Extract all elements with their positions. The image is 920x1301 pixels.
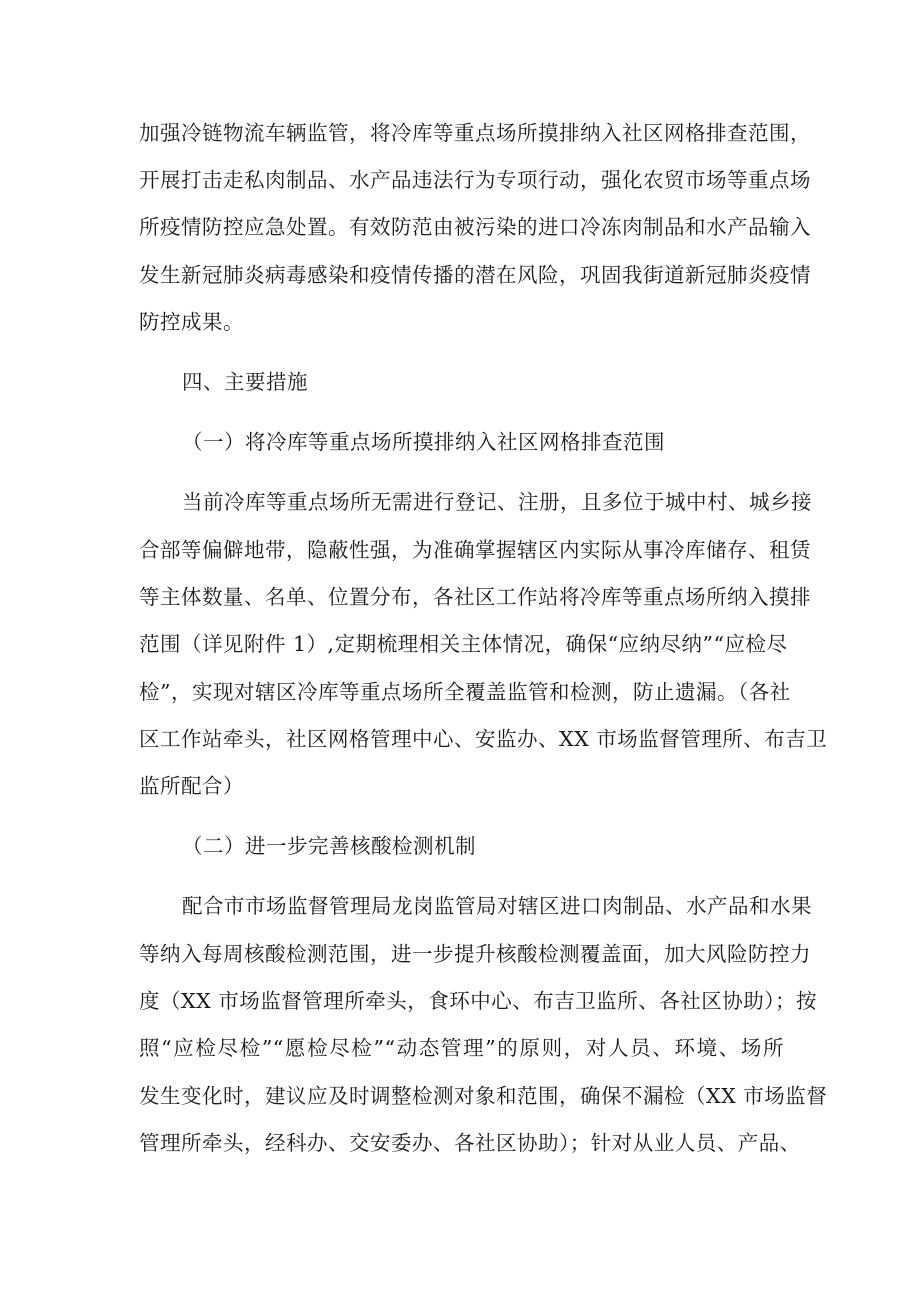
subsection-2-line: 照“应检尽检”“愿检尽检”“动态管理”的原则，对人员、环境、场所 xyxy=(139,1036,784,1060)
paragraph-1-line: 开展打击走私肉制品、水产品违法行为专项行动，强化农贸市场等重点场 xyxy=(139,168,811,192)
subsection-1-line: 检”，实现对辖区冷库等重点场所全覆盖监管和检测，防止遗漏。（各社 xyxy=(139,680,791,704)
subsection-2-line: 管理所牵头，经科办、交安委办、各社区协助）；针对从业人员、产品、 xyxy=(139,1131,801,1155)
subsection-2-line: 配合市市场监督管理局龙岗监管局对辖区进口肉制品、水产品和水果 xyxy=(182,894,812,918)
subsection-1-line: 等主体数量、名单、位置分布，各社区工作站将冷库等重点场所纳入摸排 xyxy=(139,585,811,609)
subsection-1-line: 区工作站牵头，社区网格管理中心、安监办、XX 市场监督管理所、布吉卫 xyxy=(139,727,828,751)
subsection-2-title: （二）进一步完善核酸检测机制 xyxy=(182,834,476,858)
section-heading: 四、主要措施 xyxy=(182,370,308,394)
paragraph-1-line: 加强冷链物流车辆监管，将冷库等重点场所摸排纳入社区网格排查范围， xyxy=(139,121,811,145)
subsection-2-line: 度（XX 市场监督管理所牵头，食环中心、布吉卫监所、各社区协助）；按 xyxy=(139,989,817,1013)
subsection-2-line: 发生变化时，建议应及时调整检测对象和范围，确保不漏检（XX 市场监督 xyxy=(139,1084,828,1108)
subsection-1-line: 当前冷库等重点场所无需进行登记、注册，且多位于城中村、城乡接 xyxy=(182,490,812,514)
paragraph-1-line: 所疫情防控应急处置。有效防范由被污染的进口冷冻肉制品和水产品输入 xyxy=(139,215,811,239)
subsection-2-line: 等纳入每周核酸检测范围，进一步提升核酸检测覆盖面，加大风险防控力 xyxy=(139,942,811,966)
paragraph-1-line: 防控成果。 xyxy=(139,310,244,334)
subsection-1-line: 范围（详见附件 1）,定期梳理相关主体情况，确保“应纳尽纳”“应检尽 xyxy=(139,632,788,656)
paragraph-1-line: 发生新冠肺炎病毒感染和疫情传播的潜在风险，巩固我街道新冠肺炎疫情 xyxy=(139,263,811,287)
subsection-1-line: 监所配合） xyxy=(139,774,244,798)
subsection-1-title: （一）将冷库等重点场所摸排纳入社区网格排查范围 xyxy=(182,430,665,454)
subsection-1-line: 合部等偏僻地带，隐蔽性强，为准确掌握辖区内实际从事冷库储存、租赁 xyxy=(139,538,811,562)
